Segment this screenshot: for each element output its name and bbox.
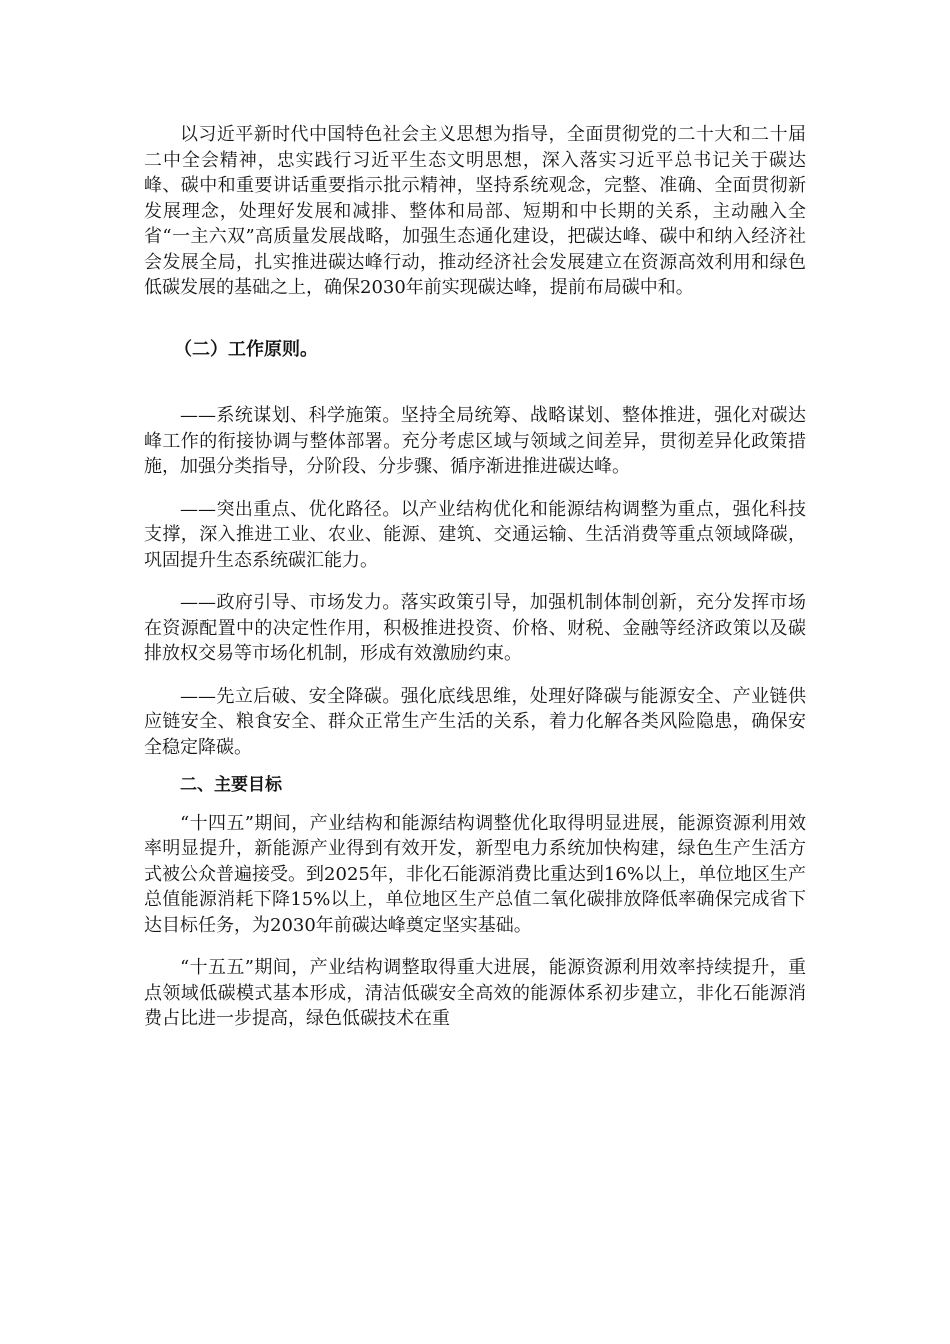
- principle-item: ——政府引导、市场发力。落实政策引导，加强机制体制创新，充分发挥市场在资源配置中的决定性作用，积极推进投资、价格、财税、金融等经济政策以及碳排放权交易等市场化机制，形成有效激励约束。: [144, 592, 806, 664]
- document-body: [144, 118, 806, 1032]
- paragraph-guiding-ideology: 以习近平新时代中国特色社会主义思想为指导，全面贯彻党的二十大和二十届二中全会精神，忠实践行习近平生态文明思想，深入落实习近平总书记关于碳达峰、碳中和重要讲话重要指示批示精神，坚持系统观念，完整、准确、全面贯彻新发展理念，处理好发展和减排、整体和局部、短期和中长期的关系，主动融入全省“一主六双”高质量发展战略，加强生态通化建设，把碳达峰、碳中和纳入经济社会发展全局，扎实推进碳达峰行动，推动经济社会发展建立在资源高效利用和绿色低碳发展的基础之上，确保2030年前实现碳达峰，提前布局碳中和。: [144, 124, 806, 298]
- principle-item: ——系统谋划、科学施策。坚持全局统筹、战略谋划、整体推进，强化对碳达峰工作的衔接协调与整体部署。充分考虑区域与领域之间差异，贯彻差异化政策措施，加强分类指导，分阶段、分步骤、循序渐进推进碳达峰。: [144, 405, 806, 477]
- heading-work-principles: （二）工作原则。: [174, 338, 318, 360]
- heading-main-goals: 二、主要目标: [180, 775, 282, 795]
- principle-item: ——先立后破、安全降碳。强化底线思维，处理好降碳与能源安全、产业链供应链安全、粮食安全、群众正常生产生活的关系，着力化解各类风险隐患，确保安全稳定降碳。: [144, 685, 806, 758]
- paragraph-14th-five-year: “十四五”期间，产业结构和能源结构调整优化取得明显进展，能源资源利用效率明显提升，新能源产业得到有效开发，新型电力系统加快构建，绿色生产生活方式被公众普遍接受。到2025年，非化石能源消费比重达到16%以上，单位地区生产总值能源消耗下降15%以上，单位地区生产总值二氧化碳排放降低率确保完成省下达目标任务，为2030年前碳达峰奠定坚实基础。: [144, 812, 806, 936]
- paragraph-15th-five-year: “十五五”期间，产业结构调整取得重大进展，能源资源利用效率持续提升，重点领域低碳模式基本形成，清洁低碳安全高效的能源体系初步建立，非化石能源消费占比进一步提高，绿色低碳技术在重: [144, 957, 806, 1029]
- principle-item: ——突出重点、优化路径。以产业结构优化和能源结构调整为重点，强化科技支撑，深入推进工业、农业、能源、建筑、交通运输、生活消费等重点领域降碳，巩固提升生态系统碳汇能力。: [144, 498, 806, 571]
